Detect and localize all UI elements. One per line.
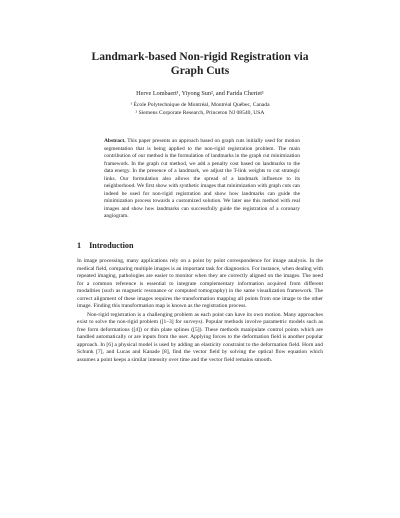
paragraph-1: In image processing, many applications rely on a point by point correspondence for image analysis. In the medical field, comparing multiple images is an important task for diagnostics. For instance, when dealing with repeated imaging, pathologies are easier to monitor when they are correctly aligned on the images. The need for a common reference is essential to integrate complementary information acquired from different modalities (such as magnetic resonance or computed tomography) in the same visualization framework. The correct alignment of these images requires the transformation mapping all points from one image to the other image. Finding this transformation map is known as the registration process.: [77, 258, 323, 309]
abstract: [104, 138, 300, 221]
paper-title: [60, 50, 340, 78]
author-list: Herve Lombaert¹, Yiyong Sun², and Farida Cheriet¹: [136, 90, 264, 97]
affiliation-1: ¹ École Polytechnique de Montréal, Montréal Québec, Canada: [130, 102, 270, 108]
affiliation-2: ² Siemens Corporate Research, Princeton NJ 08540, USA: [135, 109, 265, 116]
title-line-2: Graph Cuts: [170, 65, 230, 77]
paragraph-2: Non-rigid registration is a challenging problem as each point can have its own motion. Many approaches exist to solve the non-rigid problem ([1–3] for surveys). Popular methods involve parametric models such as free form deformations ([4]) or thin plate splines ([5]). These methods manipulate control points which are handled automatically or are inputs from the user. Applying forces to the deformation field is another popular approach. In [6] a physical model is used by adding an elasticity constraint to the deformation field. Horn and Schunk [7], and Lucas and Kanade [8], find the vector field by solving the optical flow equation which assumes a point keeps a similar intensity over time and the vector field remains smooth.: [77, 311, 323, 363]
section-title: Introduction: [89, 241, 134, 250]
abstract-label: Abstract.: [104, 138, 126, 144]
abstract-text: This paper presents an approach based on graph cuts initially used for motion segmentation that is being applied to the non-rigid registration problem. The main contribution of our method is the formulation of landmarks in the graph cut minimization framework. In the graph cut method, we add a penalty cost based on landmarks to the data energy. In the presence of a landmark, we adjust the T-link weights to cut strategic links. Our formulation also allows the spread of a landmark influence to its neighborhood. We first show with synthetic images that minimization with graph cuts can indeed be used for non-rigid registration and show how landmarks can guide the minimization process towards a customized solution. We later use this method with real images and show how landmarks can successfully guide the registration of a coronary angiogram.: [104, 138, 300, 219]
affiliations: [60, 102, 340, 117]
section-heading: [77, 241, 134, 250]
section-body: [77, 258, 323, 364]
section-number: 1: [77, 241, 82, 250]
title-line-1: Landmark-based Non-rigid Registration via: [91, 51, 309, 63]
